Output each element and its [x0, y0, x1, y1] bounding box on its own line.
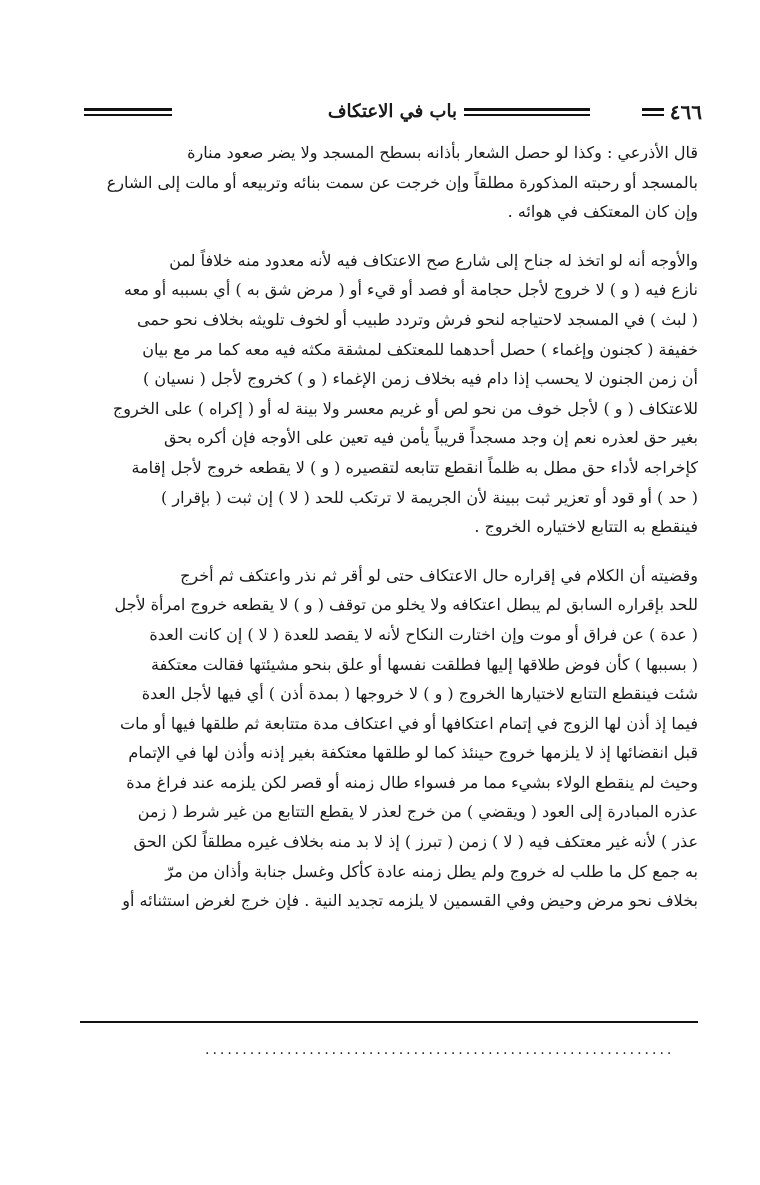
paragraph: [78, 138, 698, 227]
text-line: بخلاف نحو مرض وحيض وفي القسمين لا يلزمه تجديد النية . فإن خرج لغرض استثنائه أو: [122, 891, 698, 911]
text-line: فينقطع به التتابع لاختياره الخروج .: [474, 517, 698, 537]
text-line: عذره المبادرة إلى العود ( ويقضي ) من خرج لعذر لا يقطع التتابع من غير شرط ( زمن: [137, 802, 698, 822]
text-line: وإن كان المعتكف في هوائه .: [507, 202, 698, 222]
text-line: للاعتكاف ( و ) لأجل خوف من نحو لص أو غريم معسر ولا بينة له أو ( إكراه ) على الخروج: [112, 398, 698, 418]
text-line: بالمسجد أو رحبته المذكورة مطلقاً وإن خرجت عن سمت بنائه وتربيعه أو مالت إلى الشارع: [106, 172, 698, 192]
text-line: بغير حق لعذره نعم إن وجد مسجداً قريباً يأمن فيه تعين على الأوجه فإن أكره بحق: [163, 428, 698, 448]
paragraph-gap: [78, 542, 698, 561]
page-header: [62, 92, 702, 132]
text-line: وحيث لم ينقطع الولاء بشيء مما مر فسواء طال زمنه أو قصر لكن يلزمه عند فراغ مدة: [126, 772, 698, 792]
header-ornament-rule: [464, 108, 590, 116]
header-ornament-rule: [84, 108, 172, 116]
text-line: ( عدة ) عن فراق أو موت وإن اختارت النكاح لأنه لا يقصد للعدة ( لا ) إن كانت العدة: [149, 624, 698, 644]
text-line: شئت فينقطع التتابع لاختيارها الخروج ( و ) لا خروجها ( بمدة أذن ) أي فيها لأجل العدة: [141, 684, 698, 704]
header-ornament-rule: [642, 108, 664, 116]
text-line: كإخراجه لأداء حق مطل به ظلماً انقطع تتابعه لتقصيره ( و ) لا يقطعه خروج لأجل إقامة: [131, 457, 698, 477]
text-line: أن زمن الجنون لا يحسب إذا دام فيه بخلاف زمن الإغماء ( و ) كخروج لأجل ( نسيان ): [143, 369, 698, 389]
text-line: وقضيته أن الكلام في إقراره حال الاعتكاف حتى لو أقر ثم نذر واعتكف ثم أخرج: [180, 565, 698, 585]
text-line: ( لبث ) في المسجد لاحتياجه لنحو فرش وتردد طبيب أو لخوف تلويثه بخلاف نحو حمى: [137, 309, 698, 329]
page-number: ٤٦٦: [669, 100, 702, 124]
text-line: والأوجه أنه لو اتخذ له جناح إلى شارع صح الاعتكاف فيه لأنه معدود منه خلافاً لمن: [169, 250, 698, 270]
text-line: قبل انقضائها إذ لا يلزمها خروج حينئذ كما لو طلقها معتكفة بغير إذنه وأذن لها في الإتمام: [128, 743, 698, 763]
text-line: به جمع كل ما طلب له خروج ولم يطل زمنه عادة كأكل وغسل جنابة وأذان من مرّ: [165, 861, 698, 881]
text-line: للحد بإقراره السابق لم يبطل اعتكافه ولا يخلو من توقف ( و ) لا يقطعه خروج امرأة لأجل: [114, 595, 698, 615]
paragraph: [78, 246, 698, 542]
text-line: عذر ) لأنه غير معتكف فيه ( لا ) زمن ( تبرز ) إذ لا بد منه بخلاف غيره مطلقاً لكن الحق: [133, 832, 698, 852]
paragraph: [78, 561, 698, 916]
footnote-dotted-line: ...............................................................: [205, 1042, 675, 1058]
text-line: قال الأذرعي : وكذا لو حصل الشعار بأذانه بسطح المسجد ولا يضر صعود منارة: [187, 143, 698, 162]
text-line: نازع فيه ( و ) لا خروج لأجل حجامة أو فصد أو قيء أو ( مرض شق به ) أي بسببه أو معه: [124, 280, 698, 300]
text-line: ( بسببها ) كأن فوض طلاقها إليها فطلقت نفسها أو علق بنحو مشيئتها فقالت معتكفة: [151, 654, 698, 674]
paragraph-gap: [78, 227, 698, 246]
chapter-title: باب في الاعتكاف: [327, 101, 457, 122]
text-line: فيما إذ أذن لها الزوج في إتمام اعتكافها أو في اعتكاف مدة متتابعة ثم طلقها فيها أو مات: [120, 713, 698, 733]
footnote-separator: [80, 1021, 698, 1023]
text-line: ( حد ) أو قود أو تعزير ثبت ببينة لأن الجريمة لا ترتكب للحد ( لا ) إن ثبت ( بإقرار ): [161, 487, 698, 507]
page-body: [78, 138, 698, 916]
text-line: خفيفة ( كجنون وإغماء ) حصل أحدهما للمعتكف لمشقة مكثه فيه معه كما مر مع بيان: [142, 339, 698, 359]
